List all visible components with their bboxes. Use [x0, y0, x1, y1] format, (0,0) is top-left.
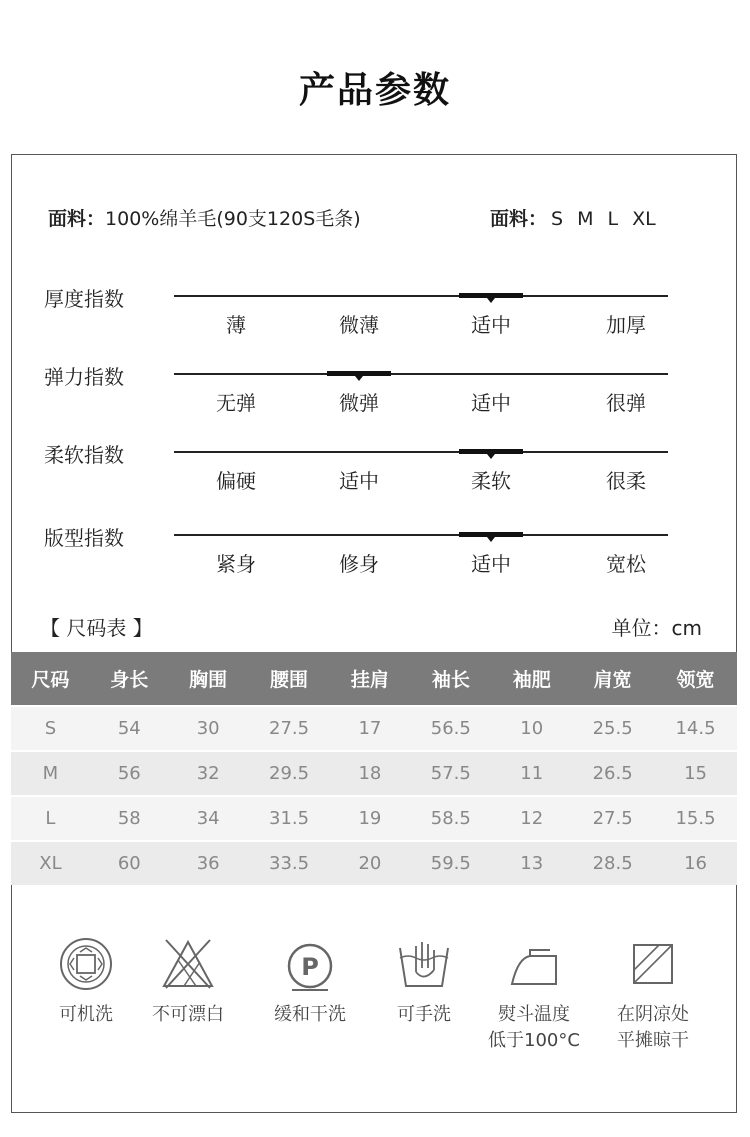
table-cell: 29.5 [248, 751, 331, 796]
table-cell: 16 [654, 841, 737, 885]
table-row [11, 751, 737, 796]
fabric-label: 面料： [48, 208, 106, 230]
index-option: 微薄 [339, 313, 379, 337]
index-marker-thickness [459, 293, 523, 298]
index-option: 偏硬 [216, 469, 256, 493]
index-option: 薄 [226, 313, 246, 337]
care-label [593, 1002, 713, 1054]
svg-text:P: P [301, 953, 319, 981]
size-table [11, 652, 737, 885]
care-dry-flat [593, 936, 713, 1054]
index-option: 宽松 [606, 552, 646, 576]
table-cell: L [11, 796, 90, 841]
size-option: S [551, 208, 564, 230]
table-cell: 36 [169, 841, 248, 885]
hand-wash-icon [396, 936, 452, 992]
table-cell: 60 [90, 841, 169, 885]
machine-wash-icon [58, 936, 114, 992]
fabric-info [48, 204, 361, 231]
dry-flat-shade-icon [625, 936, 681, 992]
table-cell: 17 [331, 706, 410, 751]
no-bleach-icon [160, 936, 216, 992]
column-header: 袖肥 [492, 652, 571, 706]
table-row [11, 841, 737, 885]
index-option: 紧身 [216, 552, 256, 576]
iron-icon [506, 936, 562, 992]
index-option: 适中 [471, 313, 511, 337]
care-label: 可机洗 [59, 1004, 113, 1025]
index-marker-elasticity [327, 371, 391, 376]
care-label-line: 低于100°C [488, 1030, 580, 1051]
care-no-bleach [128, 936, 248, 1028]
column-header: 袖长 [409, 652, 492, 706]
column-header: 肩宽 [571, 652, 654, 706]
index-marker-fit [459, 532, 523, 537]
index-option: 加厚 [606, 313, 646, 337]
fabric-sizes-label: 面料： [490, 208, 548, 230]
index-option: 修身 [339, 552, 379, 576]
size-chart-label: 【 尺码表 】 [40, 616, 153, 640]
index-option: 适中 [471, 391, 511, 415]
table-cell: 56.5 [409, 706, 492, 751]
care-label: 不可漂白 [152, 1004, 224, 1025]
table-cell: 30 [169, 706, 248, 751]
fabric-sizes [490, 204, 656, 231]
care-hand-wash [364, 936, 484, 1028]
table-cell: 11 [492, 751, 571, 796]
index-option: 无弹 [216, 391, 256, 415]
table-cell: 14.5 [654, 706, 737, 751]
index-label-thickness: 厚度指数 [44, 287, 124, 311]
table-cell: XL [11, 841, 90, 885]
page-title: 产品参数 [298, 70, 451, 111]
table-cell: 13 [492, 841, 571, 885]
unit-label: 单位：cm [611, 616, 702, 640]
index-label-elasticity: 弹力指数 [44, 365, 124, 389]
index-option: 适中 [339, 469, 379, 493]
table-cell: 32 [169, 751, 248, 796]
table-cell: 27.5 [571, 796, 654, 841]
table-cell: 25.5 [571, 706, 654, 751]
care-label-line: 平摊晾干 [617, 1030, 689, 1051]
index-label-softness: 柔软指数 [44, 443, 124, 467]
column-header: 身长 [90, 652, 169, 706]
table-cell: 28.5 [571, 841, 654, 885]
table-cell: 33.5 [248, 841, 331, 885]
table-cell: 56 [90, 751, 169, 796]
table-row [11, 706, 737, 751]
table-cell: 26.5 [571, 751, 654, 796]
care-label-line: 在阴凉处 [617, 1004, 689, 1025]
table-cell: 19 [331, 796, 410, 841]
index-label-fit: 版型指数 [44, 526, 124, 550]
table-cell: 15.5 [654, 796, 737, 841]
table-cell: 18 [331, 751, 410, 796]
index-option: 适中 [471, 552, 511, 576]
column-header: 胸围 [169, 652, 248, 706]
care-iron [474, 936, 594, 1054]
size-option: L [607, 208, 619, 230]
table-cell: 20 [331, 841, 410, 885]
dry-clean-p-icon [282, 936, 338, 992]
table-cell: 58.5 [409, 796, 492, 841]
table-cell: 10 [492, 706, 571, 751]
index-option: 很柔 [606, 469, 646, 493]
care-label: 可手洗 [397, 1004, 451, 1025]
table-cell: 15 [654, 751, 737, 796]
column-header: 领宽 [654, 652, 737, 706]
table-cell: M [11, 751, 90, 796]
column-header: 腰围 [248, 652, 331, 706]
table-cell: 54 [90, 706, 169, 751]
table-cell: 31.5 [248, 796, 331, 841]
table-cell: 12 [492, 796, 571, 841]
size-option: XL [632, 208, 656, 230]
index-option: 微弹 [339, 391, 379, 415]
fabric-value: 100%绵羊毛(90支120S毛条) [105, 208, 361, 230]
index-option: 很弹 [606, 391, 646, 415]
table-cell: 58 [90, 796, 169, 841]
column-header: 挂肩 [331, 652, 410, 706]
table-row [11, 796, 737, 841]
care-label-line: 熨斗温度 [498, 1004, 570, 1025]
index-marker-softness [459, 449, 523, 454]
index-option: 柔软 [471, 469, 511, 493]
size-table-header [11, 652, 737, 706]
care-dry-clean [250, 936, 370, 1028]
index-line-softness [174, 451, 668, 453]
table-cell: 59.5 [409, 841, 492, 885]
index-line-thickness [174, 295, 668, 297]
index-line-fit [174, 534, 668, 536]
index-line-elasticity [174, 373, 668, 375]
column-header: 尺码 [11, 652, 90, 706]
care-label: 缓和干洗 [274, 1004, 346, 1025]
care-label [474, 1002, 594, 1054]
table-cell: 57.5 [409, 751, 492, 796]
table-cell: S [11, 706, 90, 751]
table-cell: 27.5 [248, 706, 331, 751]
table-cell: 34 [169, 796, 248, 841]
size-option: M [577, 208, 594, 230]
